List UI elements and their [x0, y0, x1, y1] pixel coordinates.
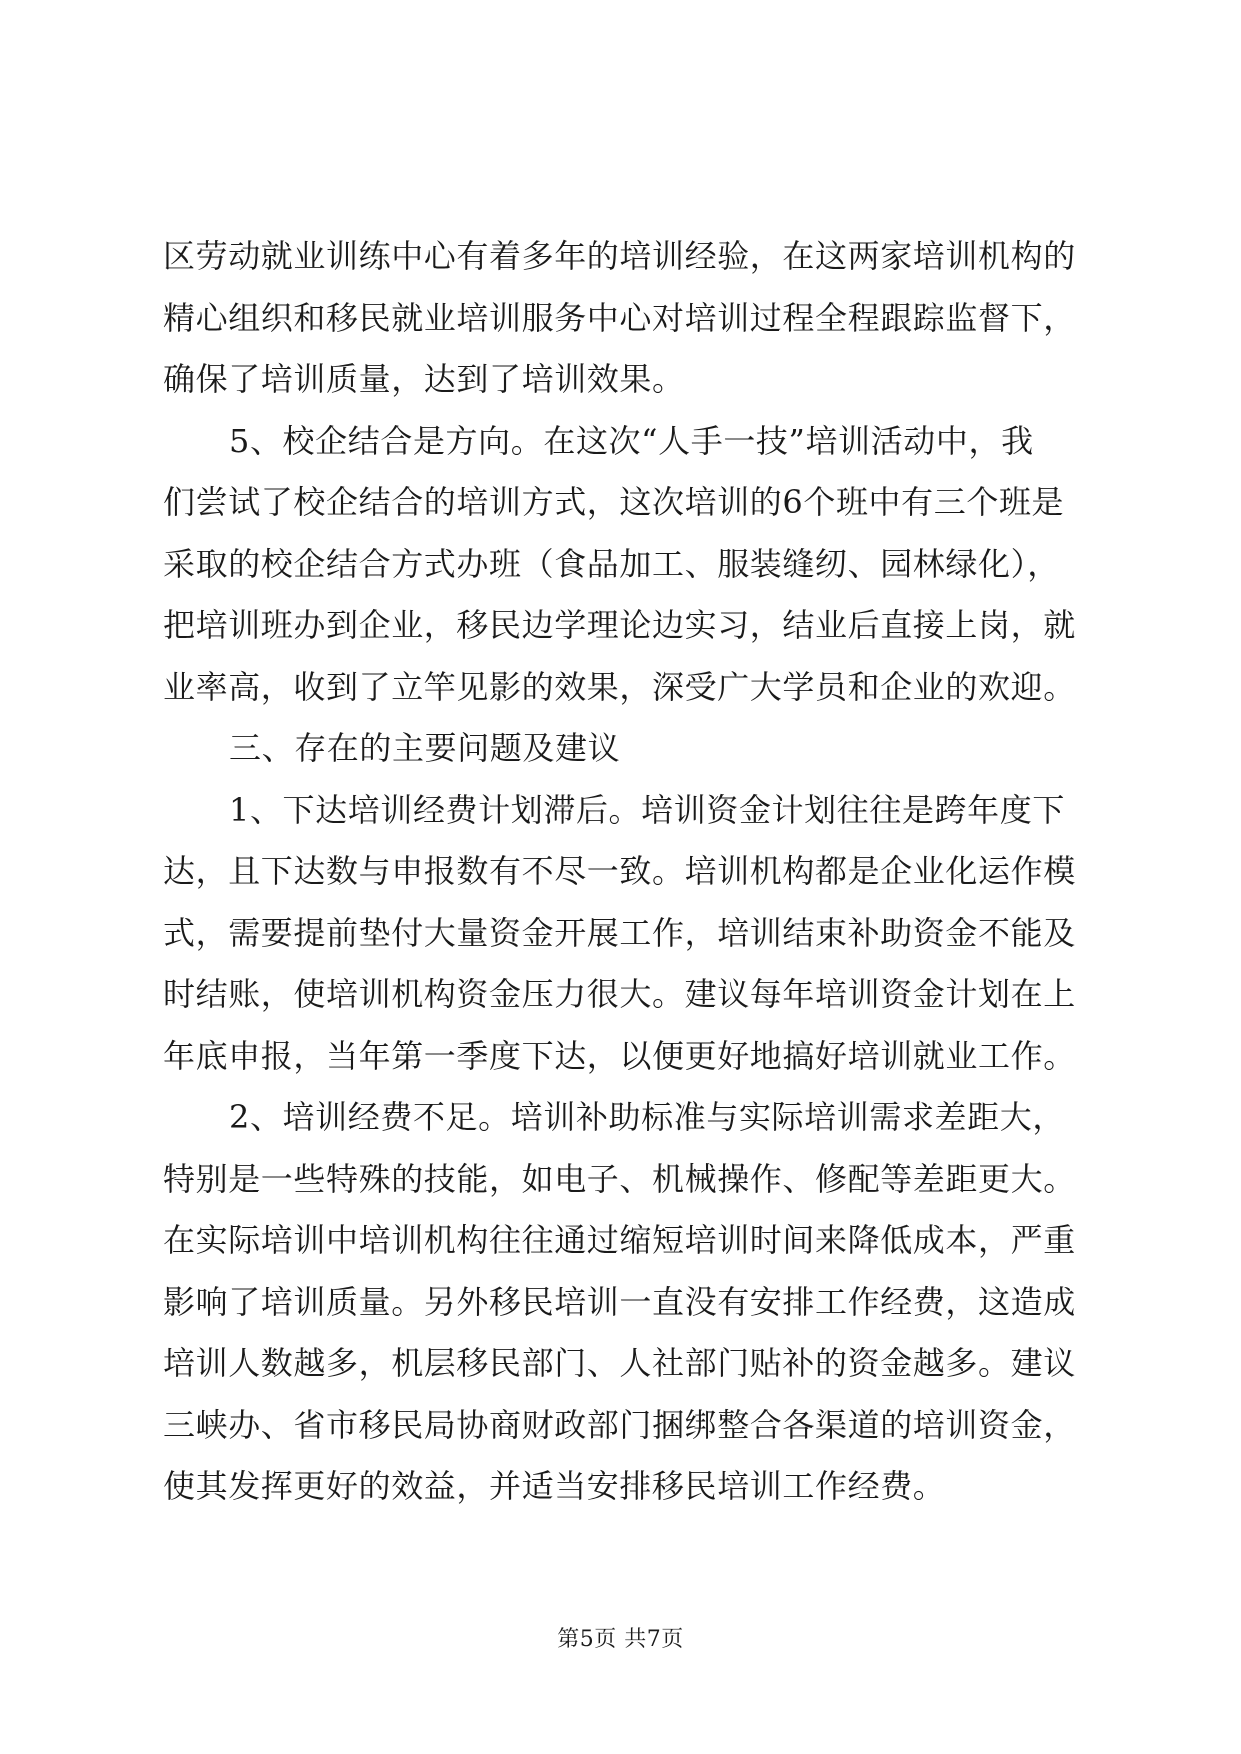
- text-line: 时结账，使培训机构资金压力很大。建议每年培训资金计划在上: [163, 975, 1076, 1013]
- text-line: 三峡办、省市移民局协商财政部门捆绑整合各渠道的培训资金，: [163, 1405, 1076, 1444]
- text-line: 采取的校企结合方式办班（食品加工、服装缝纫、园林绿化），: [163, 544, 1060, 583]
- page-footer: [0, 1622, 1241, 1653]
- text-line: 达，且下达数与申报数有不尽一致。培训机构都是企业化运作模: [163, 852, 1076, 890]
- text-line: 精心组织和移民就业培训服务中心对培训过程全程跟踪监督下，: [163, 298, 1076, 337]
- text-line: 培训人数越多，机层移民部门、人社部门贴补的资金越多。建议: [163, 1344, 1076, 1382]
- page-number-label: 第5页 共7页: [557, 1627, 684, 1652]
- text-line: 确保了培训质量，达到了培训效果。: [163, 360, 685, 398]
- text-line: 特别是一些特殊的技能，如电子、机械操作、修配等差距更大。: [163, 1159, 1076, 1198]
- text-line: 区劳动就业训练中心有着多年的培训经验，在这两家培训机构的: [163, 237, 1076, 275]
- text-line: 们尝试了校企结合的培训方式，这次培训的6个班中有三个班是: [163, 483, 1065, 521]
- text-line: 年底申报，当年第一季度下达，以便更好地搞好培训就业工作。: [163, 1036, 1076, 1075]
- text-line: 影响了培训质量。另外移民培训一直没有安排工作经费，这造成: [163, 1282, 1076, 1321]
- body-text: [163, 226, 1093, 1518]
- paragraph-start-line: 1、下达培训经费计划滞后。培训资金计划往往是跨年度下: [229, 790, 1065, 829]
- text-line: 在实际培训中培训机构往往通过缩短培训时间来降低成本，严重: [163, 1221, 1076, 1259]
- text-line: 把培训班办到企业，移民边学理论边实习，结业后直接上岗，就: [163, 606, 1076, 644]
- paragraph-start-line: 2、培训经费不足。培训补助标准与实际培训需求差距大，: [229, 1098, 1065, 1136]
- text-line: 式，需要提前垫付大量资金开展工作，培训结束补助资金不能及: [163, 913, 1076, 952]
- section-heading: 三、存在的主要问题及建议: [229, 729, 621, 767]
- paragraph-start-line: 5、校企结合是方向。在这次“人手一技”培训活动中，我: [229, 421, 1034, 460]
- text-line: 业率高，收到了立竿见影的效果，深受广大学员和企业的欢迎。: [163, 667, 1076, 706]
- text-line: 使其发挥更好的效益，并适当安排移民培训工作经费。: [163, 1467, 946, 1505]
